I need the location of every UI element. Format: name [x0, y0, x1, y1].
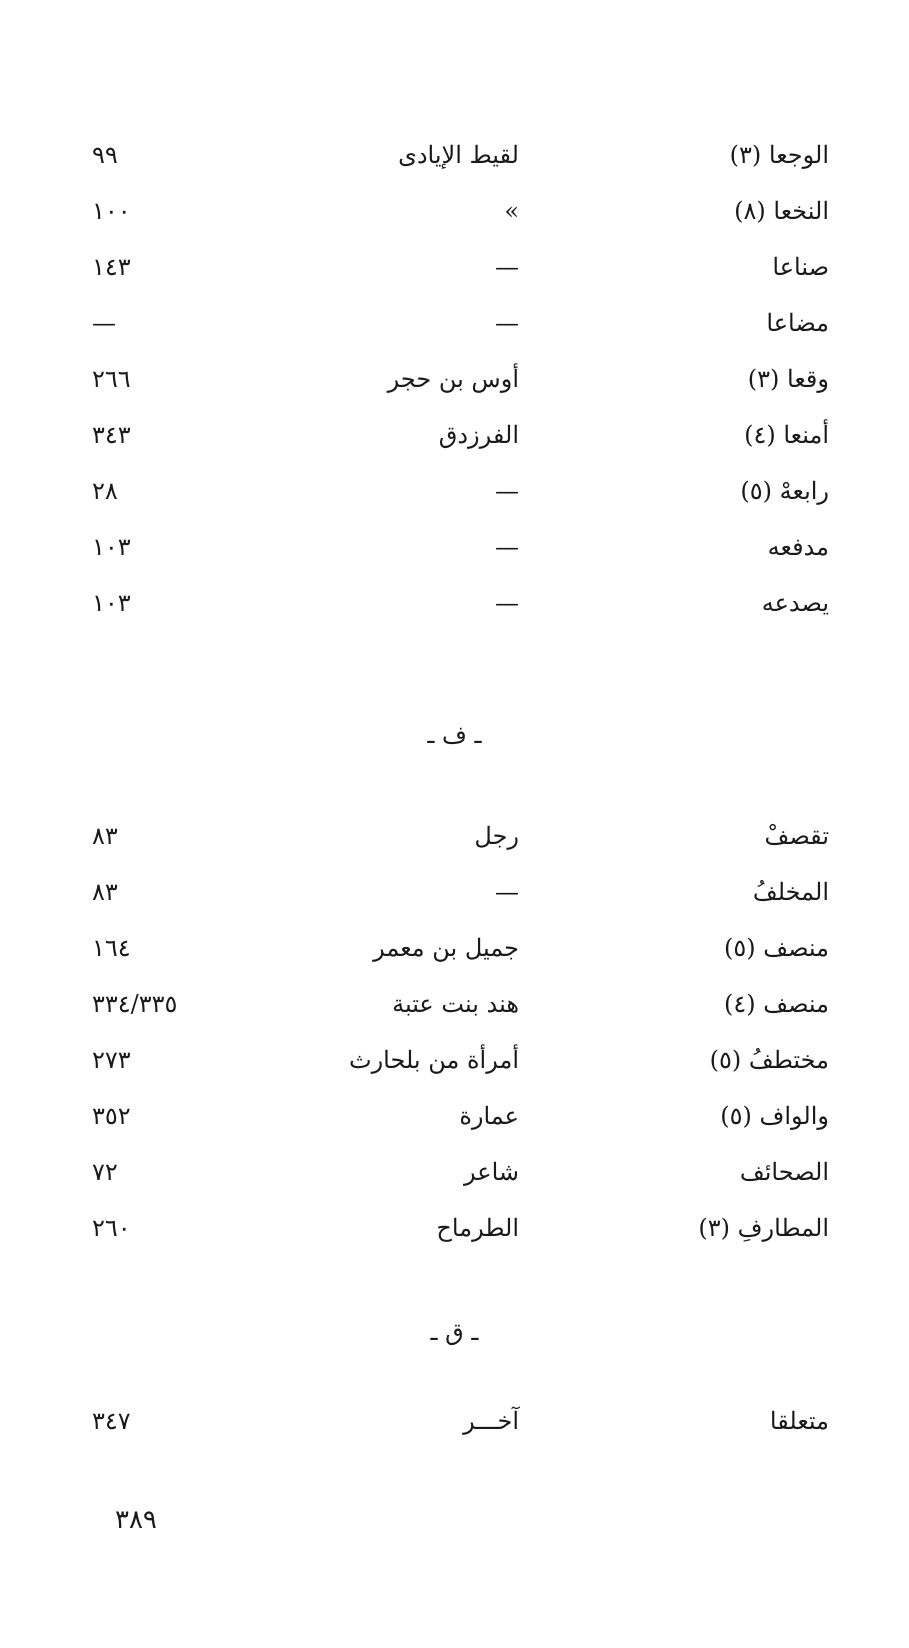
rhyme-word: المطارفِ (٣) — [698, 1214, 829, 1242]
rhyme-word: يصدعه — [761, 589, 829, 617]
poet-name: — — [495, 309, 519, 337]
poet-name: — — [495, 253, 519, 281]
table-row — [0, 127, 909, 183]
page-number: ٢٦٠ — [92, 1214, 131, 1242]
poet-name: جميل بن معمر — [373, 934, 519, 962]
rhyme-word: المخلفُ — [752, 878, 829, 906]
page-number: ٨٣ — [92, 878, 118, 906]
table-row — [0, 1393, 909, 1449]
table-row — [0, 351, 909, 407]
table-row — [0, 1200, 909, 1256]
rhyme-word: منصف (٥) — [723, 934, 829, 962]
rhyme-word: تقصفْ — [764, 822, 829, 850]
rhyme-word: منصف (٤) — [723, 990, 829, 1018]
table-row — [0, 575, 909, 631]
rhyme-word: رابعهْ (٥) — [740, 477, 829, 505]
page-number: ٨٣ — [92, 822, 118, 850]
poet-name: — — [495, 477, 519, 505]
rhyme-word: الوجعا (٣) — [729, 141, 829, 169]
poet-name: — — [495, 533, 519, 561]
poet-name: عمارة — [459, 1102, 519, 1130]
poet-name: رجل — [474, 822, 519, 850]
letter-heading-qaf: ـ ق ـ — [430, 1318, 479, 1346]
rhyme-word: والواف (٥) — [720, 1102, 829, 1130]
poet-name: هند بنت عتبة — [392, 990, 519, 1018]
page-number: ٣٥٢ — [92, 1102, 131, 1130]
rhyme-word: متعلقا — [769, 1407, 829, 1435]
table-row — [0, 183, 909, 239]
rhyme-word: مضاعا — [766, 309, 829, 337]
table-row — [0, 1032, 909, 1088]
table-row — [0, 295, 909, 351]
poet-name: » — [504, 197, 519, 225]
poet-name: الطرماح — [436, 1214, 519, 1242]
page-number: ١٦٤ — [92, 934, 131, 962]
rhyme-word: وقعا (٣) — [747, 365, 829, 393]
poet-name: — — [495, 878, 519, 906]
section-qaf — [0, 1393, 909, 1449]
page-number: ١٠٠ — [92, 197, 131, 225]
page-number: ٧٢ — [92, 1158, 118, 1186]
rhyme-word: مختطفُ (٥) — [709, 1046, 829, 1074]
page-number: ٩٩ — [92, 141, 118, 169]
poet-name: أوس بن حجر — [387, 365, 519, 393]
folio-number: ٣٨٩ — [115, 1505, 157, 1535]
section-ain — [0, 127, 909, 631]
page-number: ٣٤٣ — [92, 421, 131, 449]
poet-name: آخـــر — [463, 1407, 519, 1435]
page-number: ٢٨ — [92, 477, 118, 505]
page-number: ٢٧٣ — [92, 1046, 131, 1074]
rhyme-word: أمنعا (٤) — [744, 421, 829, 449]
rhyme-word: صناعا — [772, 253, 829, 281]
poet-name: أمرأة من بلحارث — [348, 1046, 519, 1074]
page-number: ١٠٣ — [92, 533, 131, 561]
rhyme-word: الصحائف — [739, 1158, 829, 1186]
rhyme-word: النخعا (٨) — [734, 197, 829, 225]
rhyme-word: مدفعه — [767, 533, 829, 561]
letter-heading-fa: ـ ف ـ — [427, 721, 482, 749]
section-fa — [0, 808, 909, 1256]
table-row — [0, 407, 909, 463]
table-row — [0, 1144, 909, 1200]
page-number: ١٠٣ — [92, 589, 131, 617]
table-row — [0, 519, 909, 575]
page-number: ٣٣٤/٣٣٥ — [92, 990, 178, 1018]
table-row — [0, 808, 909, 864]
page-number: ٣٤٧ — [92, 1407, 131, 1435]
page-number: ٢٦٦ — [92, 365, 131, 393]
table-row — [0, 1088, 909, 1144]
table-row — [0, 239, 909, 295]
table-row — [0, 976, 909, 1032]
table-row — [0, 864, 909, 920]
page-number: ١٤٣ — [92, 253, 131, 281]
poet-name: شاعر — [464, 1158, 519, 1186]
poet-name: الفرزدق — [438, 421, 519, 449]
poet-name: لقيط الإيادى — [398, 141, 519, 169]
table-row — [0, 463, 909, 519]
poet-name: — — [495, 589, 519, 617]
table-row — [0, 920, 909, 976]
page-number: — — [92, 309, 116, 337]
